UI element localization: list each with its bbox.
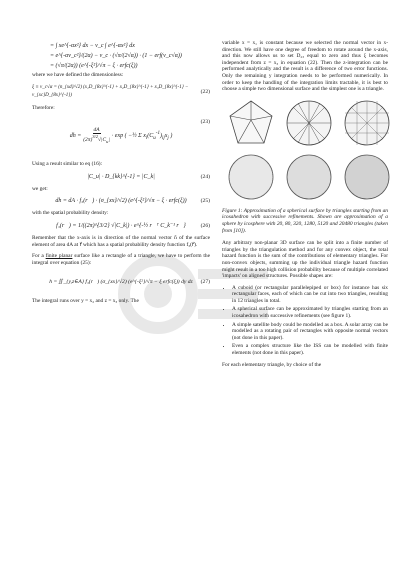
left-column bbox=[32, 40, 210, 310]
we-get-text: we get: bbox=[32, 185, 48, 192]
icosphere-5120-image bbox=[284, 152, 334, 202]
finite-planar-text: For a finite planar surface like a rectangle of a triangle, we have to perform the integral over equation (25): bbox=[32, 253, 210, 266]
equation-26-number: (26) bbox=[200, 222, 210, 229]
using-result-text: Using a result similar to eq (16): bbox=[32, 161, 103, 168]
equation-23-lhs: dh = bbox=[69, 133, 82, 140]
equation-23: dh = $\frac{dA}{(2\pi)^{3/2}√|C_u|}$ · exp ( −½ Σ $x_i(C_u^{-1})_{ij}x_j$ ) (23) bbox=[69, 119, 210, 145]
integral-runs-text: The integral runs over y = x₂ and z = x₃ only. The bbox=[32, 298, 139, 305]
finite-planar-link[interactable]: finite planar bbox=[45, 253, 73, 260]
icosphere-80-image bbox=[284, 98, 334, 148]
equation-25-number: (25) bbox=[200, 198, 210, 205]
equation-24-body: |C_u| · D_{kk}^{-1} = |C_k| bbox=[87, 173, 155, 180]
equation-22-number: (22) bbox=[200, 88, 210, 95]
equation-23-fraction: $\frac{dA}{(2\pi)^{3/2}√|C_u|}$ bbox=[83, 126, 110, 145]
equation-line-2: = e^{-αv_c²}/(2α) − v_c · (√π/(2√α)) · (1 − erf(v_c√α)) bbox=[50, 53, 182, 59]
shapes-list bbox=[222, 285, 388, 357]
equation-24-number: (24) bbox=[200, 173, 210, 180]
equation-22-body: ξ ≡ v_c√α = (n_{xd}/√2) (x₁D_{8x}^{-1} + x₂D_{8x}^{-1} + x₃D_{8x}^{-1} − v_{xc}D_{8x}^{-1}) bbox=[32, 84, 189, 98]
figure-1-caption: Figure 1: Approximation of a spherical surface by triangles starting from an icosahedron with successive refinements. Shown are approximation of a sphere by icosphere with 20, 80, 320, 1280, 5120 and 20480 triangles (taken from [10]). bbox=[222, 207, 388, 234]
remember-text: Remember that the x-axis is in direction of the normal vector n̂ of the surface element of area dA at r⃗ which has a spatial probability density function f₃(r⃗). bbox=[32, 234, 210, 248]
defined-text: where we have defined the dimensionless: bbox=[32, 72, 124, 78]
equation-line-3: = (√π/(2α)) (e^{-ξ²}/√π − ξ · erfc(ξ)) bbox=[50, 63, 138, 69]
right-column bbox=[222, 40, 388, 373]
equation-25 bbox=[32, 197, 210, 205]
equation-27 bbox=[32, 271, 210, 293]
list-item: • A cuboid (or rectangular parallelepiped or box) for instance has six rectangular faces, each of which can be cut into two triangles, resulting in 12 triangles in total. bbox=[232, 285, 388, 305]
equation-26-body: f₃(r⃗) = 1/((2π)^{3/2} √|C_k|) · e^{-½ r⃗ᵀ C_k⁻¹ r⃗} bbox=[56, 222, 186, 229]
equation-27-number: (27) bbox=[200, 279, 210, 286]
equation-24 bbox=[32, 173, 210, 181]
sphere-figure bbox=[226, 98, 388, 202]
right-paragraph-2: Any arbitrary non-planar 3D surface can be split into a finite number of triangles by the triangulation method and for any convex object, the total hazard function is the sum of the contributions of elementary triangles. For non-convex objects, summing up the individual triangle hazard function might result in a too high collision probability because of multiple correlated 'impacts' on aligned structures. Possible shapes are: bbox=[222, 240, 388, 280]
right-paragraph-1: variable x = x₁ is constant because we selected the normal vector in x-direction. We still have one degree of freedom to rotate around the x-axis, and this now allows us to set D₂₃ equal to zero and thus ξ becomes independent from z = x₃ in equation (22). Then the z-integration can be performed analytically and the result is a difference of two error functions. Only the remaining y integration needs to be performed numerically. In order to keep the handling of the integration limits tractable, it is best to choose a simple two dimensional surface and the simplest one is a triangle. bbox=[222, 40, 388, 93]
icosphere-20480-image bbox=[342, 152, 392, 202]
equation-line-1: = ∫ xe^{-αx²} dx − v_c ∫ e^{-αx²} dx bbox=[50, 43, 135, 49]
equation-25-body: dh = dA · f₃(r⃗) · (σ_{xx}/√2) (e^{-ξ²}/√π − ξ · erfc(ξ)) bbox=[55, 198, 187, 205]
icosphere-20-image bbox=[226, 98, 276, 148]
therefore-text: Therefore: bbox=[32, 104, 55, 111]
icosphere-320-image bbox=[342, 98, 392, 148]
list-item: • A spherical surface can be approximated by triangles starting from an icosahedron with successive refinements (see figure 1). bbox=[232, 306, 388, 319]
right-paragraph-3: For each elementary triangle, by choice of the bbox=[222, 361, 322, 368]
spatial-text: with the spatial probability density: bbox=[32, 210, 109, 217]
equation-26 bbox=[32, 222, 210, 230]
equation-22 bbox=[32, 84, 210, 100]
icosphere-1280-image bbox=[226, 152, 276, 202]
list-item: • Even a complex structure like the ISS can be modelled with finite elements (not done in this paper). bbox=[232, 343, 388, 356]
list-item: • A simple satellite body could be modelled as a box. A solar array can be modelled as a rotating pair of rectangles with opposite normal vectors (not done in this paper). bbox=[232, 322, 388, 342]
equation-23-number: (23) bbox=[200, 119, 210, 126]
equation-27-body: h = ∬_{y,z∈A} f₃(r⃗) (σ_{xx}/√2) (e^{-ξ²}/√π − ξ erfc(ξ)) dy dz bbox=[49, 279, 193, 286]
